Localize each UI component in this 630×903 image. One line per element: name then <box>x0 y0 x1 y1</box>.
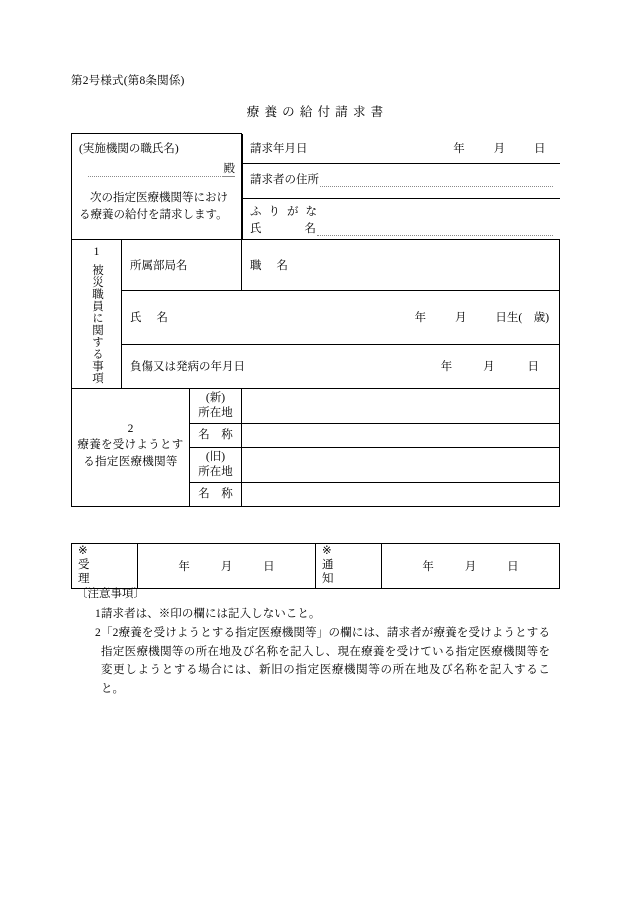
month-label: 月 <box>464 561 477 573</box>
dept-cell[interactable] <box>122 239 242 290</box>
dotted-rule <box>88 165 223 177</box>
section2-key-old-address <box>190 447 242 482</box>
section1-vertical-text: 被災職員に関する事項 <box>90 264 103 384</box>
old-marker: (旧) <box>205 451 226 464</box>
claimant-address-label: 請求者の住所 <box>250 173 320 186</box>
injury-date-cell[interactable] <box>122 344 560 388</box>
section2-label <box>72 388 190 506</box>
section2-row-new-address <box>72 388 560 423</box>
accept-date-cell[interactable] <box>138 544 316 589</box>
year-label: 年 <box>440 361 453 373</box>
claimant-address-row <box>243 163 560 198</box>
year-label: 年 <box>453 143 465 155</box>
notes-title: 〔注意事項〕 <box>76 588 145 600</box>
note-item <box>71 605 571 624</box>
section2-key-new-name: 名 称 <box>190 423 242 447</box>
request-sentence: 次の指定医療機関等における療養の給付を請求します。 <box>79 191 228 221</box>
day-label: 日 <box>534 143 546 155</box>
note-number: 2 <box>95 626 101 639</box>
claimant-stack-cell <box>242 134 560 240</box>
employee-name-label: 氏 名 <box>130 312 168 324</box>
section1-vertical-label <box>72 239 122 388</box>
note-item <box>71 624 571 699</box>
address-label: 所在地 <box>198 465 233 478</box>
furigana-label: ふりがな <box>250 205 325 218</box>
claimant-name-row <box>243 198 560 239</box>
month-label: 月 <box>220 561 233 573</box>
job-label: 職 名 <box>250 259 289 272</box>
section1-injury-row <box>72 344 560 388</box>
claim-date-row <box>243 134 560 164</box>
form-number: 第2号様式(第8条関係) <box>71 75 185 87</box>
note-number: 1 <box>95 608 101 621</box>
section2-key-old-name: 名 称 <box>190 482 242 506</box>
claimant-address-cell[interactable] <box>243 163 560 198</box>
notify-label: 通 知 <box>322 559 373 585</box>
year-label: 年 <box>178 561 190 573</box>
new-marker: (新) <box>205 392 226 405</box>
claimant-name-label: 氏 名 <box>250 222 317 235</box>
dotted-rule <box>317 224 553 236</box>
dotted-rule <box>320 175 553 187</box>
day-age-label: 日生( 歳) <box>495 312 550 324</box>
section2-number: 2 <box>127 422 134 435</box>
implementer-cell <box>72 134 242 240</box>
section2-key-new-address <box>190 388 242 423</box>
injury-date-ymd <box>441 358 549 374</box>
note-text: 「2療養を受けようとする指定医療機関等」の欄には、請求者が療養を受けようとする指定医療機関等の所在地及び名称を記入し、現在療養を受けている指定医療機関等を変更しようとする場合には、新旧の指定医療機関等の所在地及び名称を記入すること。 <box>101 626 550 695</box>
implementer-label: (実施機関の職氏名) <box>79 143 179 155</box>
main-form-table <box>71 133 560 507</box>
implementer-signature-line[interactable] <box>72 156 241 177</box>
official-use-table <box>71 543 560 589</box>
section2-value-new-name[interactable] <box>242 423 560 447</box>
accept-label: 受 理 <box>78 559 129 585</box>
notify-label-cell <box>316 544 382 589</box>
note-text: 請求者は、※印の欄には記入しないこと。 <box>101 608 321 621</box>
injury-date-label: 負傷又は発病の年月日 <box>130 361 245 373</box>
birth-date-ymd <box>415 309 549 325</box>
day-label: 日 <box>527 361 540 373</box>
claim-date-cell[interactable] <box>243 134 560 164</box>
claimant-name-cell[interactable] <box>243 198 560 239</box>
accept-label-cell <box>72 544 138 589</box>
section2-label-text: 療養を受けようとす る指定医療機関等 <box>77 438 184 468</box>
header-row <box>72 134 560 240</box>
dept-label: 所属部局名 <box>130 259 188 272</box>
section2-value-old-address[interactable] <box>242 447 560 482</box>
official-mark-icon: ※ <box>322 545 332 558</box>
notes-section <box>71 586 571 698</box>
employee-name-cell[interactable] <box>122 290 560 344</box>
day-label: 日 <box>263 561 275 573</box>
claim-date-ymd <box>308 140 550 156</box>
month-label: 月 <box>493 143 506 155</box>
month-label: 月 <box>454 312 467 324</box>
official-mark-icon: ※ <box>78 545 88 558</box>
job-cell[interactable] <box>242 239 560 290</box>
claim-date-label: 請求年月日 <box>250 143 308 155</box>
year-label: 年 <box>422 561 434 573</box>
month-label: 月 <box>483 361 495 373</box>
section2-value-new-address[interactable] <box>242 388 560 423</box>
section1-number: 1 <box>93 245 100 258</box>
section1-dept-row <box>72 239 560 290</box>
section2-value-old-name[interactable] <box>242 482 560 506</box>
address-label: 所在地 <box>198 406 233 419</box>
page-title: 療養の給付請求書 <box>246 105 389 119</box>
dono-suffix: 殿 <box>223 163 236 175</box>
day-label: 日 <box>507 561 519 573</box>
notify-date-cell[interactable] <box>382 544 560 589</box>
section1-name-row <box>72 290 560 344</box>
official-use-row <box>72 544 560 589</box>
year-label: 年 <box>414 312 427 324</box>
